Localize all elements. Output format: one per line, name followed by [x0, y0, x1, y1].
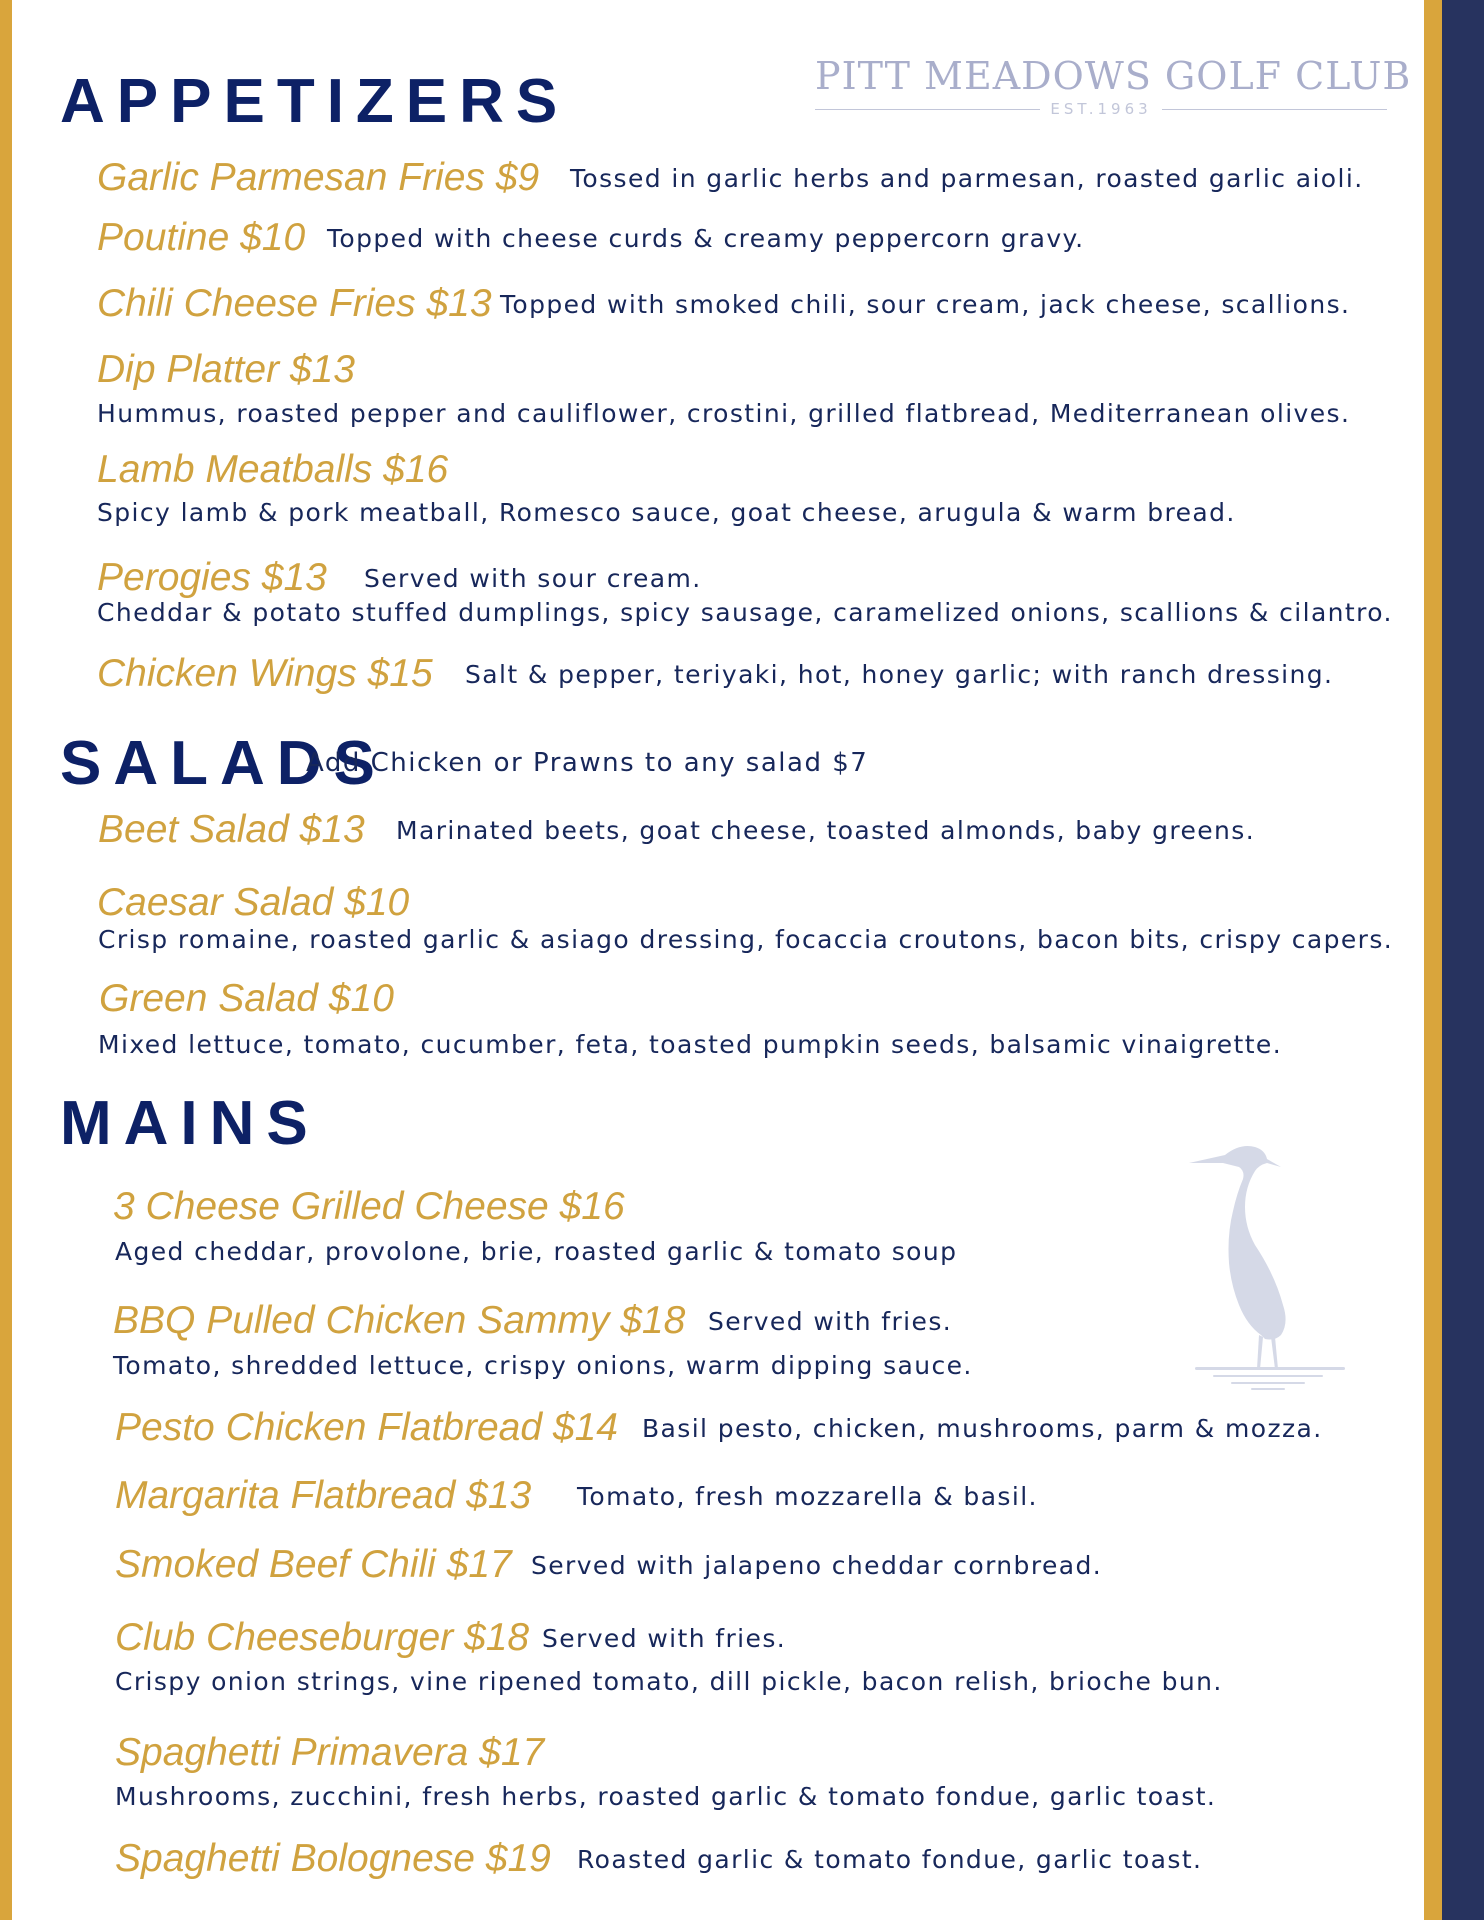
menu-item-name: Dip Platter $13 — [97, 348, 355, 391]
menu-item-name: Garlic Parmesan Fries $9 — [97, 156, 540, 199]
menu-item-description: Hummus, roasted pepper and cauliflower, crostini, grilled flatbread, Mediterranean olives. — [97, 399, 1351, 428]
logo-rule-left — [815, 109, 1040, 110]
right-navy-border — [1442, 0, 1484, 1920]
menu-item-name: Poutine $10 — [97, 216, 306, 259]
menu-item-description: Salt & pepper, teriyaki, hot, honey garlic; with ranch dressing. — [465, 660, 1334, 689]
menu-item-name: Spaghetti Bolognese $19 — [115, 1837, 551, 1880]
club-established-row — [815, 100, 1387, 118]
left-gold-border — [0, 0, 12, 1920]
heron-icon — [1185, 1135, 1355, 1395]
menu-item-name: Caesar Salad $10 — [97, 881, 410, 924]
menu-item-name: Smoked Beef Chili $17 — [115, 1543, 512, 1586]
menu-item-description: Marinated beets, goat cheese, toasted almonds, baby greens. — [396, 816, 1256, 845]
menu-item-description: Crisp romaine, roasted garlic & asiago dressing, focaccia croutons, bacon bits, crispy capers. — [98, 925, 1394, 954]
menu-item-description: Roasted garlic & tomato fondue, garlic toast. — [577, 1845, 1203, 1874]
menu-item-name: Perogies $13 — [97, 556, 327, 599]
club-name: PITT MEADOWS GOLF CLUB — [815, 54, 1412, 98]
menu-item-description: Tomato, fresh mozzarella & basil. — [577, 1482, 1038, 1511]
logo-rule-right — [1162, 109, 1387, 110]
salads-heading: SALADS — [60, 729, 387, 798]
menu-item-description: Spicy lamb & pork meatball, Romesco sauce, goat cheese, arugula & warm bread. — [97, 498, 1236, 527]
menu-item-name: Green Salad $10 — [99, 977, 394, 1020]
menu-item-name: Chili Cheese Fries $13 — [97, 282, 492, 325]
club-logo — [815, 52, 1412, 118]
menu-item-name: Pesto Chicken Flatbread $14 — [115, 1406, 618, 1449]
menu-item-description: Crispy onion strings, vine ripened tomato, dill pickle, bacon relish, brioche bun. — [115, 1667, 1223, 1696]
menu-item-description: Tomato, shredded lettuce, crispy onions, warm dipping sauce. — [113, 1351, 973, 1380]
menu-item-name: Chicken Wings $15 — [97, 652, 433, 695]
mains-heading: MAINS — [60, 1089, 320, 1158]
menu-item-name: Beet Salad $13 — [98, 808, 365, 851]
menu-item-description: Topped with cheese curds & creamy peppercorn gravy. — [327, 224, 1085, 253]
menu-item-name: BBQ Pulled Chicken Sammy $18 — [113, 1299, 686, 1342]
menu-item-note: Served with fries. — [708, 1307, 953, 1336]
menu-item-name: Spaghetti Primavera $17 — [115, 1731, 545, 1774]
menu-item-name: 3 Cheese Grilled Cheese $16 — [113, 1185, 625, 1228]
menu-item-description: Mushrooms, zucchini, fresh herbs, roasted garlic & tomato fondue, garlic toast. — [115, 1782, 1217, 1811]
appetizers-heading: APPETIZERS — [60, 67, 570, 136]
menu-item-description: Topped with smoked chili, sour cream, jack cheese, scallions. — [500, 290, 1351, 319]
menu-item-description: Cheddar & potato stuffed dumplings, spicy sausage, caramelized onions, scallions & cilantro. — [97, 598, 1393, 627]
menu-item-description: Aged cheddar, provolone, brie, roasted garlic & tomato soup — [115, 1237, 958, 1266]
club-established: EST.1963 — [1050, 100, 1152, 118]
menu-item-name: Lamb Meatballs $16 — [97, 448, 449, 491]
menu-item-description: Basil pesto, chicken, mushrooms, parm & mozza. — [642, 1414, 1323, 1443]
menu-item-description: Mixed lettuce, tomato, cucumber, feta, toasted pumpkin seeds, balsamic vinaigrette. — [98, 1030, 1283, 1059]
menu-item-note: Served with sour cream. — [364, 564, 702, 593]
menu-item-name: Club Cheeseburger $18 — [115, 1616, 530, 1659]
menu-item-note: Served with fries. — [542, 1624, 787, 1653]
menu-item-description: Served with jalapeno cheddar cornbread. — [531, 1551, 1103, 1580]
menu-item-name: Margarita Flatbread $13 — [115, 1474, 532, 1517]
right-gold-border — [1424, 0, 1442, 1920]
salads-add-protein-note: Add Chicken or Prawns to any salad $7 — [306, 748, 869, 778]
menu-item-description: Tossed in garlic herbs and parmesan, roasted garlic aioli. — [570, 164, 1364, 193]
